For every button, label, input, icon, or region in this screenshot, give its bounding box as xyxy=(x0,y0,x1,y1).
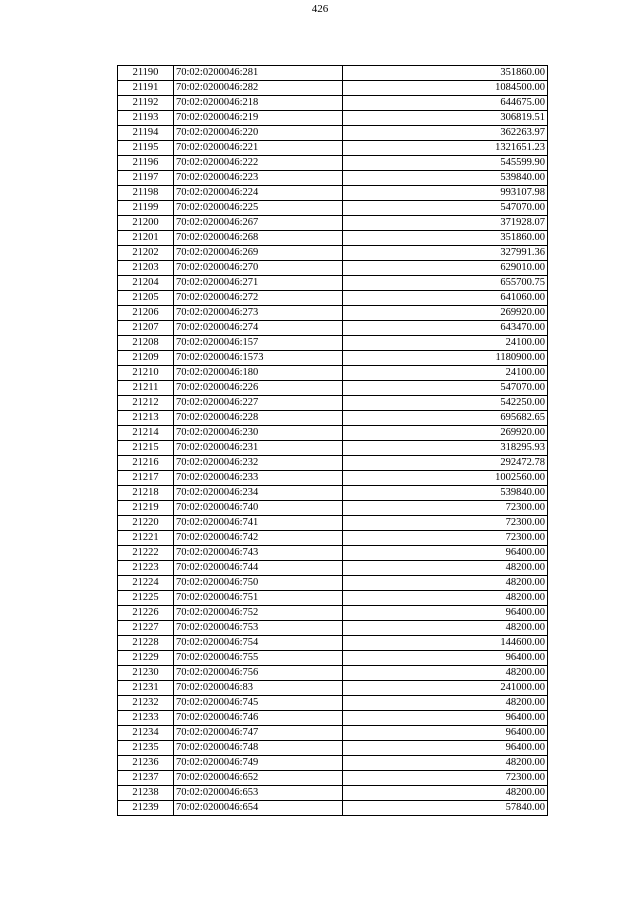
table-row xyxy=(118,561,548,576)
value-cell: 371928.07 xyxy=(343,216,548,231)
row-number-cell: 21205 xyxy=(118,291,174,306)
value-cell: 144600.00 xyxy=(343,636,548,651)
table-row xyxy=(118,186,548,201)
value-cell: 48200.00 xyxy=(343,621,548,636)
cadastral-number-cell: 70:02:0200046:221 xyxy=(174,141,343,156)
table-row xyxy=(118,726,548,741)
value-cell: 539840.00 xyxy=(343,486,548,501)
cadastral-number-cell: 70:02:0200046:281 xyxy=(174,66,343,81)
table-row xyxy=(118,651,548,666)
value-cell: 96400.00 xyxy=(343,741,548,756)
table-row xyxy=(118,756,548,771)
table-row xyxy=(118,141,548,156)
page-number: 426 xyxy=(311,3,329,15)
value-cell: 306819.51 xyxy=(343,111,548,126)
cadastral-number-cell: 70:02:0200046:282 xyxy=(174,81,343,96)
value-cell: 241000.00 xyxy=(343,681,548,696)
row-number-cell: 21239 xyxy=(118,801,174,816)
row-number-cell: 21228 xyxy=(118,636,174,651)
table-row xyxy=(118,351,548,366)
table-row xyxy=(118,606,548,621)
table-row xyxy=(118,276,548,291)
row-number-cell: 21198 xyxy=(118,186,174,201)
value-cell: 993107.98 xyxy=(343,186,548,201)
table-row xyxy=(118,486,548,501)
cadastral-number-cell: 70:02:0200046:747 xyxy=(174,726,343,741)
cadastral-number-cell: 70:02:0200046:750 xyxy=(174,576,343,591)
cadastral-number-cell: 70:02:0200046:743 xyxy=(174,546,343,561)
value-cell: 48200.00 xyxy=(343,576,548,591)
value-cell: 269920.00 xyxy=(343,306,548,321)
row-number-cell: 21215 xyxy=(118,441,174,456)
table-row xyxy=(118,201,548,216)
row-number-cell: 21216 xyxy=(118,456,174,471)
value-cell: 57840.00 xyxy=(343,801,548,816)
cadastral-number-cell: 70:02:0200046:223 xyxy=(174,171,343,186)
cadastral-number-cell: 70:02:0200046:740 xyxy=(174,501,343,516)
value-cell: 327991.36 xyxy=(343,246,548,261)
table-row xyxy=(118,516,548,531)
value-cell: 269920.00 xyxy=(343,426,548,441)
cadastral-number-cell: 70:02:0200046:272 xyxy=(174,291,343,306)
value-cell: 96400.00 xyxy=(343,651,548,666)
cadastral-number-cell: 70:02:0200046:271 xyxy=(174,276,343,291)
table-row xyxy=(118,111,548,126)
value-cell: 72300.00 xyxy=(343,771,548,786)
row-number-cell: 21234 xyxy=(118,726,174,741)
value-cell: 96400.00 xyxy=(343,546,548,561)
cadastral-number-cell: 70:02:0200046:269 xyxy=(174,246,343,261)
row-number-cell: 21217 xyxy=(118,471,174,486)
table-row xyxy=(118,696,548,711)
table-row xyxy=(118,366,548,381)
cadastral-number-cell: 70:02:0200046:231 xyxy=(174,441,343,456)
table-row xyxy=(118,291,548,306)
cadastral-number-cell: 70:02:0200046:273 xyxy=(174,306,343,321)
table-row xyxy=(118,576,548,591)
row-number-cell: 21193 xyxy=(118,111,174,126)
cadastral-number-cell: 70:02:0200046:754 xyxy=(174,636,343,651)
value-cell: 48200.00 xyxy=(343,561,548,576)
cadastral-value-table xyxy=(117,65,548,816)
row-number-cell: 21236 xyxy=(118,756,174,771)
value-cell: 547070.00 xyxy=(343,381,548,396)
value-cell: 318295.93 xyxy=(343,441,548,456)
value-cell: 539840.00 xyxy=(343,171,548,186)
value-cell: 1180900.00 xyxy=(343,351,548,366)
value-cell: 695682.65 xyxy=(343,411,548,426)
cadastral-number-cell: 70:02:0200046:230 xyxy=(174,426,343,441)
value-cell: 48200.00 xyxy=(343,666,548,681)
row-number-cell: 21238 xyxy=(118,786,174,801)
table-row xyxy=(118,681,548,696)
value-cell: 96400.00 xyxy=(343,606,548,621)
table-row xyxy=(118,306,548,321)
value-cell: 542250.00 xyxy=(343,396,548,411)
cadastral-number-cell: 70:02:0200046:219 xyxy=(174,111,343,126)
row-number-cell: 21204 xyxy=(118,276,174,291)
row-number-cell: 21200 xyxy=(118,216,174,231)
table-row xyxy=(118,546,548,561)
value-cell: 72300.00 xyxy=(343,501,548,516)
row-number-cell: 21229 xyxy=(118,651,174,666)
table-row xyxy=(118,411,548,426)
cadastral-number-cell: 70:02:0200046:222 xyxy=(174,156,343,171)
row-number-cell: 21222 xyxy=(118,546,174,561)
row-number-cell: 21194 xyxy=(118,126,174,141)
table-row xyxy=(118,171,548,186)
row-number-cell: 21202 xyxy=(118,246,174,261)
table-row xyxy=(118,441,548,456)
table-row xyxy=(118,426,548,441)
cadastral-number-cell: 70:02:0200046:741 xyxy=(174,516,343,531)
table-row xyxy=(118,801,548,816)
cadastral-number-cell: 70:02:0200046:228 xyxy=(174,411,343,426)
cadastral-number-cell: 70:02:0200046:267 xyxy=(174,216,343,231)
value-cell: 72300.00 xyxy=(343,531,548,546)
cadastral-number-cell: 70:02:0200046:748 xyxy=(174,741,343,756)
row-number-cell: 21226 xyxy=(118,606,174,621)
table-row xyxy=(118,471,548,486)
cadastral-number-cell: 70:02:0200046:654 xyxy=(174,801,343,816)
cadastral-number-cell: 70:02:0200046:218 xyxy=(174,96,343,111)
cadastral-number-cell: 70:02:0200046:755 xyxy=(174,651,343,666)
table-row xyxy=(118,591,548,606)
row-number-cell: 21208 xyxy=(118,336,174,351)
cadastral-number-cell: 70:02:0200046:756 xyxy=(174,666,343,681)
value-cell: 48200.00 xyxy=(343,591,548,606)
table-row xyxy=(118,96,548,111)
value-cell: 96400.00 xyxy=(343,726,548,741)
table-row xyxy=(118,621,548,636)
value-cell: 644675.00 xyxy=(343,96,548,111)
value-cell: 24100.00 xyxy=(343,366,548,381)
row-number-cell: 21191 xyxy=(118,81,174,96)
value-cell: 96400.00 xyxy=(343,711,548,726)
value-cell: 351860.00 xyxy=(343,231,548,246)
value-cell: 292472.78 xyxy=(343,456,548,471)
cadastral-number-cell: 70:02:0200046:653 xyxy=(174,786,343,801)
value-cell: 362263.97 xyxy=(343,126,548,141)
value-cell: 655700.75 xyxy=(343,276,548,291)
value-cell: 643470.00 xyxy=(343,321,548,336)
cadastral-number-cell: 70:02:0200046:652 xyxy=(174,771,343,786)
value-cell: 48200.00 xyxy=(343,786,548,801)
table-row xyxy=(118,396,548,411)
row-number-cell: 21227 xyxy=(118,621,174,636)
value-cell: 1084500.00 xyxy=(343,81,548,96)
value-cell: 641060.00 xyxy=(343,291,548,306)
row-number-cell: 21190 xyxy=(118,66,174,81)
cadastral-number-cell: 70:02:0200046:752 xyxy=(174,606,343,621)
table-row xyxy=(118,261,548,276)
table-row xyxy=(118,66,548,81)
cadastral-number-cell: 70:02:0200046:226 xyxy=(174,381,343,396)
cadastral-number-cell: 70:02:0200046:233 xyxy=(174,471,343,486)
row-number-cell: 21212 xyxy=(118,396,174,411)
value-cell: 24100.00 xyxy=(343,336,548,351)
table-row xyxy=(118,771,548,786)
row-number-cell: 21220 xyxy=(118,516,174,531)
cadastral-number-cell: 70:02:0200046:749 xyxy=(174,756,343,771)
row-number-cell: 21219 xyxy=(118,501,174,516)
cadastral-number-cell: 70:02:0200046:83 xyxy=(174,681,343,696)
table-row xyxy=(118,81,548,96)
cadastral-number-cell: 70:02:0200046:745 xyxy=(174,696,343,711)
cadastral-number-cell: 70:02:0200046:224 xyxy=(174,186,343,201)
value-cell: 72300.00 xyxy=(343,516,548,531)
cadastral-number-cell: 70:02:0200046:220 xyxy=(174,126,343,141)
row-number-cell: 21223 xyxy=(118,561,174,576)
row-number-cell: 21199 xyxy=(118,201,174,216)
cadastral-number-cell: 70:02:0200046:1573 xyxy=(174,351,343,366)
cadastral-number-cell: 70:02:0200046:225 xyxy=(174,201,343,216)
cadastral-number-cell: 70:02:0200046:742 xyxy=(174,531,343,546)
row-number-cell: 21206 xyxy=(118,306,174,321)
table-row xyxy=(118,381,548,396)
table-row xyxy=(118,156,548,171)
cadastral-number-cell: 70:02:0200046:268 xyxy=(174,231,343,246)
row-number-cell: 21230 xyxy=(118,666,174,681)
row-number-cell: 21225 xyxy=(118,591,174,606)
row-number-cell: 21224 xyxy=(118,576,174,591)
row-number-cell: 21235 xyxy=(118,741,174,756)
row-number-cell: 21192 xyxy=(118,96,174,111)
table-row xyxy=(118,741,548,756)
row-number-cell: 21237 xyxy=(118,771,174,786)
table-row xyxy=(118,531,548,546)
table-row xyxy=(118,666,548,681)
table-row xyxy=(118,711,548,726)
row-number-cell: 21221 xyxy=(118,531,174,546)
row-number-cell: 21210 xyxy=(118,366,174,381)
row-number-cell: 21232 xyxy=(118,696,174,711)
table-row xyxy=(118,246,548,261)
cadastral-number-cell: 70:02:0200046:180 xyxy=(174,366,343,381)
cadastral-number-cell: 70:02:0200046:270 xyxy=(174,261,343,276)
value-cell: 351860.00 xyxy=(343,66,548,81)
cadastral-number-cell: 70:02:0200046:753 xyxy=(174,621,343,636)
table-row xyxy=(118,126,548,141)
table-row xyxy=(118,786,548,801)
row-number-cell: 21209 xyxy=(118,351,174,366)
cadastral-number-cell: 70:02:0200046:234 xyxy=(174,486,343,501)
row-number-cell: 21201 xyxy=(118,231,174,246)
value-cell: 1321651.23 xyxy=(343,141,548,156)
row-number-cell: 21218 xyxy=(118,486,174,501)
row-number-cell: 21213 xyxy=(118,411,174,426)
table-row xyxy=(118,456,548,471)
table-body xyxy=(118,66,548,816)
table-row xyxy=(118,321,548,336)
row-number-cell: 21197 xyxy=(118,171,174,186)
value-cell: 547070.00 xyxy=(343,201,548,216)
row-number-cell: 21211 xyxy=(118,381,174,396)
cadastral-number-cell: 70:02:0200046:227 xyxy=(174,396,343,411)
table-row xyxy=(118,501,548,516)
table-row xyxy=(118,216,548,231)
value-cell: 1002560.00 xyxy=(343,471,548,486)
row-number-cell: 21196 xyxy=(118,156,174,171)
row-number-cell: 21207 xyxy=(118,321,174,336)
row-number-cell: 21233 xyxy=(118,711,174,726)
value-cell: 48200.00 xyxy=(343,696,548,711)
cadastral-number-cell: 70:02:0200046:232 xyxy=(174,456,343,471)
row-number-cell: 21195 xyxy=(118,141,174,156)
cadastral-number-cell: 70:02:0200046:744 xyxy=(174,561,343,576)
cadastral-number-cell: 70:02:0200046:157 xyxy=(174,336,343,351)
table-row xyxy=(118,231,548,246)
row-number-cell: 21214 xyxy=(118,426,174,441)
cadastral-number-cell: 70:02:0200046:751 xyxy=(174,591,343,606)
table-row xyxy=(118,636,548,651)
value-cell: 629010.00 xyxy=(343,261,548,276)
value-cell: 545599.90 xyxy=(343,156,548,171)
cadastral-number-cell: 70:02:0200046:746 xyxy=(174,711,343,726)
row-number-cell: 21231 xyxy=(118,681,174,696)
value-cell: 48200.00 xyxy=(343,756,548,771)
table-row xyxy=(118,336,548,351)
cadastral-number-cell: 70:02:0200046:274 xyxy=(174,321,343,336)
row-number-cell: 21203 xyxy=(118,261,174,276)
